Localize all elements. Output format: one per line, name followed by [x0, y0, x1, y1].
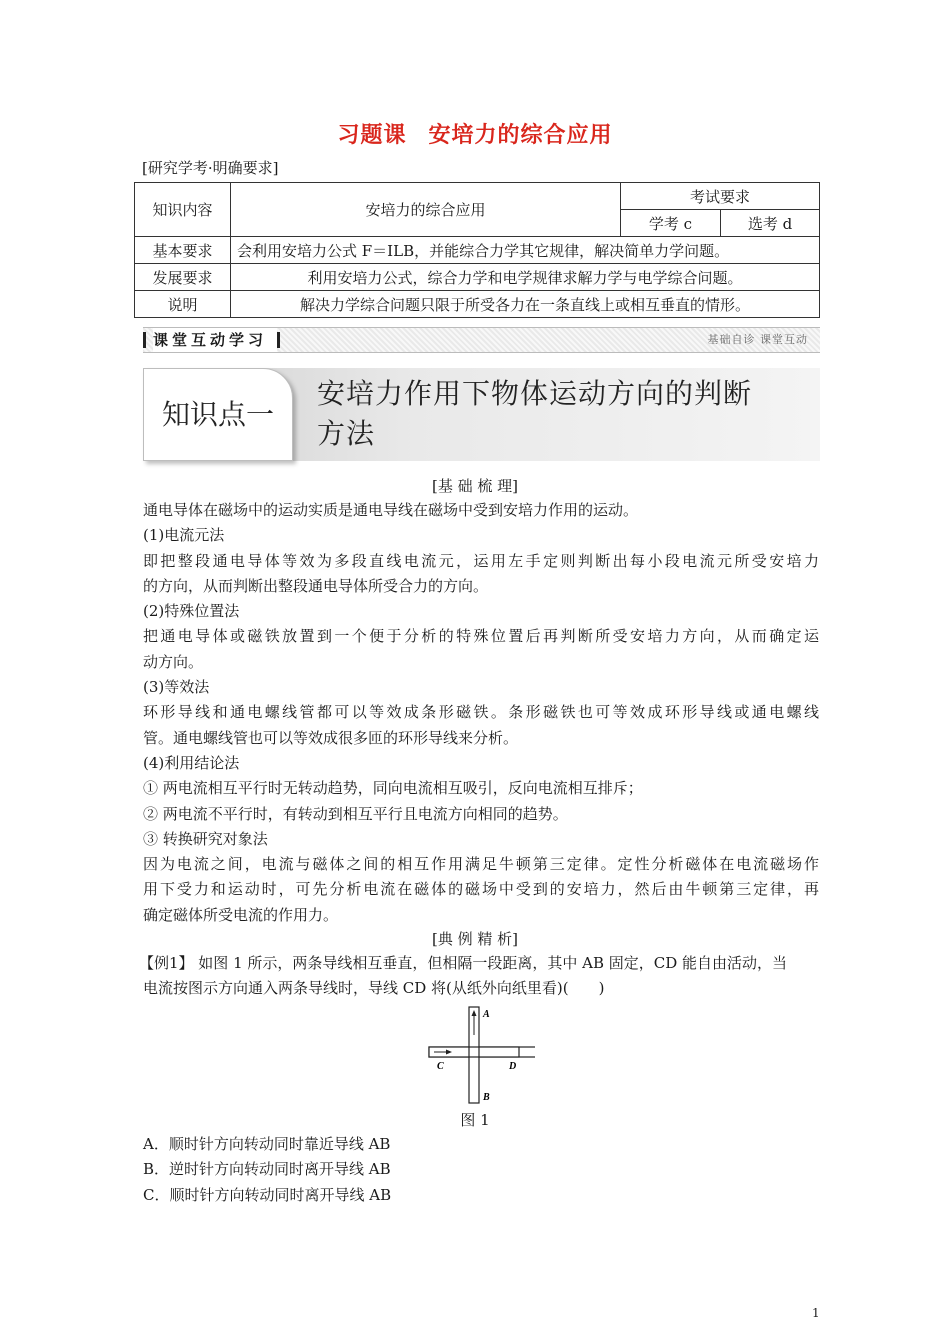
body-line: 即把整段通电导体等效为多段直线电流元，运用左手定则判断出每小段电流元所受安培力 [143, 551, 819, 570]
options-list [143, 1132, 819, 1208]
example-heading: [典 例 精 析] [431, 930, 518, 948]
knowledge-point-title-line2: 方法 [317, 417, 376, 450]
figure-1-diagram [425, 1005, 535, 1105]
body-line: ① 两电流相互平行时无转动趋势，同向电流相互吸引，反向电流相互排斥； [143, 779, 643, 798]
body-line: 动方向。 [143, 652, 204, 671]
example-line1: 【例1】 如图 1 所示，两条导线相互垂直，但相隔一段距离，其中 AB 固定，CD 能自由活动，当 [139, 954, 788, 972]
option-c: C．顺时针方向转动同时离开导线 AB [143, 1185, 392, 1204]
requirements-table [134, 182, 820, 318]
row-text: 利用安培力公式，综合力学和电学规律求解力学与电学综合问题。 [231, 264, 820, 291]
knowledge-point-title [317, 374, 817, 454]
body-line: ② 两电流不平行时，有转动到相互平行且电流方向相同的趋势。 [143, 804, 568, 823]
banner-bar [277, 332, 280, 348]
knowledge-point-tag: 知识点一 [143, 368, 293, 461]
body-line: 用下受力和运动时，可先分析电流在磁体的磁场中受到的安培力，然后由牛顿第三定律，再 [143, 880, 819, 899]
body-line: (4)利用结论法 [143, 753, 240, 772]
body-line: 确定磁体所受电流的作用力。 [143, 905, 339, 924]
knowledge-point-title-line1: 安培力作用下物体运动方向的判断 [317, 377, 753, 410]
row-label: 基本要求 [135, 237, 231, 264]
body-line: 把通电导体或磁铁放置到一个便于分析的特殊位置后再判断所受安培力方向，从而确定运 [143, 627, 819, 646]
basic-heading: [基 础 梳 理] [431, 477, 518, 495]
title-part2: 安培力的综合应用 [428, 123, 613, 148]
example-text [139, 951, 819, 1002]
body-line: (2)特殊位置法 [143, 602, 240, 621]
row-text: 会利用安培力公式 F＝ILB，并能综合力学其它规律，解决简单力学问题。 [231, 237, 820, 264]
body-text [143, 498, 819, 928]
figure-caption: 图 1 [460, 1111, 490, 1129]
label-a: A [483, 1009, 490, 1020]
requirements-label: [研究学考·明确要求] [142, 159, 279, 177]
example-line2: 电流按图示方向通入两条导线时，导线 CD 将(从纸外向纸里看)( ) [143, 979, 605, 998]
row-label: 说明 [135, 291, 231, 318]
row-label: 发展要求 [135, 264, 231, 291]
body-line: 管。通电螺线管也可以等效成很多匝的环形导线来分析。 [143, 728, 519, 747]
banner-bar [143, 332, 146, 348]
xuankao-cell: 选考 d [721, 210, 820, 237]
label-b: B [483, 1092, 490, 1103]
section-right-label: 基础自诊 课堂互动 [707, 333, 808, 346]
body-line: ③ 转换研究对象法 [143, 829, 268, 848]
xuekao-cell: 学考 c [621, 210, 721, 237]
option-a: A．顺时针方向转动同时靠近导线 AB [143, 1135, 391, 1153]
row-text: 解决力学综合问题只限于所受各力在一条直线上或相互垂直的情形。 [231, 291, 820, 318]
header-topic: 安培力的综合应用 [231, 183, 621, 237]
body-line: 因为电流之间，电流与磁体之间的相互作用满足牛顿第三定律。定性分析磁体在电流磁场作 [143, 855, 819, 874]
body-line: (1)电流元法 [143, 526, 225, 545]
body-line: 通电导体在磁场中的运动实质是通电导线在磁场中受到安培力作用的运动。 [143, 501, 639, 519]
section-label: 课堂互动学习 [153, 328, 277, 352]
page-title [0, 118, 950, 149]
option-b: B．逆时针方向转动同时离开导线 AB [143, 1160, 391, 1179]
title-part1: 习题课 [337, 123, 407, 148]
header-exam: 考试要求 [621, 183, 820, 210]
section-banner [143, 327, 820, 353]
header-knowledge: 知识内容 [135, 183, 231, 237]
label-c: C [437, 1061, 444, 1072]
body-line: 的方向，从而判断出整段通电导体所受合力的方向。 [143, 576, 489, 595]
wire-cd-right [479, 1047, 519, 1057]
body-line: 环形导线和通电螺线管都可以等效成条形磁铁。条形磁铁也可等效成环形导线或通电螺线 [143, 703, 819, 722]
page-number: 1 [812, 1306, 820, 1320]
knowledge-point-banner [143, 368, 820, 461]
body-line: (3)等效法 [143, 678, 210, 697]
label-d: D [509, 1061, 517, 1072]
